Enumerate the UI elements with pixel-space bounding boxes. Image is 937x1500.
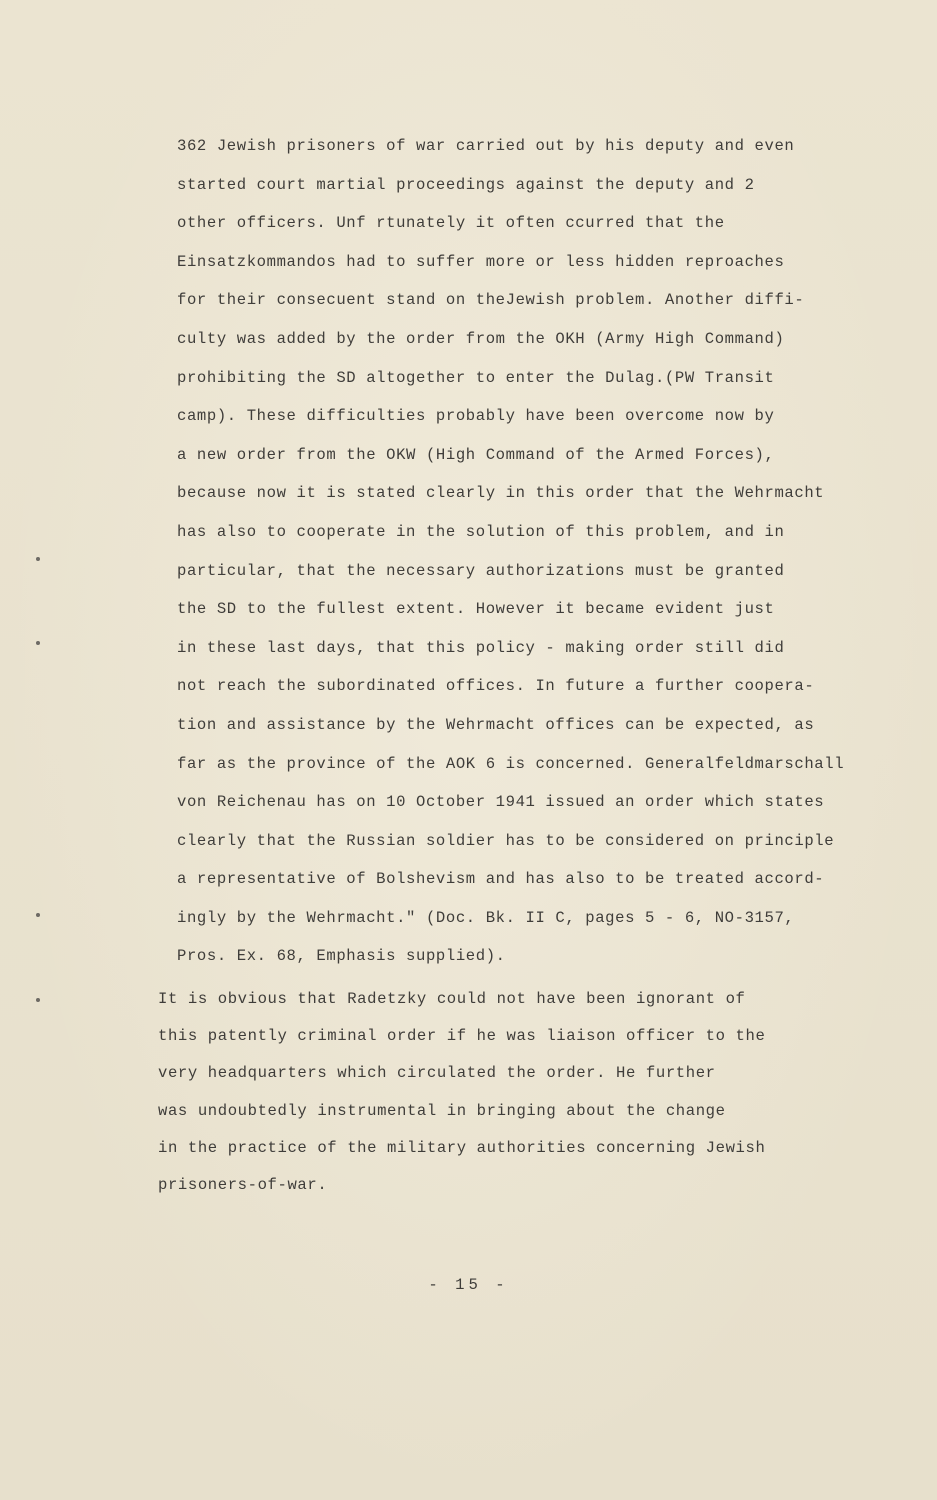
body-line: this patently criminal order if he was liaison officer to the [158,1027,766,1046]
body-line: prisoners-of-war. [158,1175,328,1194]
quote-line: 362 Jewish prisoners of war carried out by his deputy and even [177,137,795,155]
quote-line: camp). These difficulties probably have been overcome now by [177,407,775,426]
quote-line: clearly that the Russian soldier has to be considered on principle [177,831,835,850]
margin-mark [36,998,40,1002]
quote-line: a new order from the OKW (High Command of the Armed Forces), [177,445,775,464]
quote-line: Pros. Ex. 68, Emphasis supplied). [177,947,506,966]
quote-line: the SD to the fullest extent. However it became evident just [177,600,775,619]
quote-line: particular, that the necessary authorizations must be granted [177,561,785,580]
quote-line: for their consecuent stand on theJewish problem. Another diffi- [177,291,805,310]
margin-mark [36,641,40,645]
quote-line: started court martial proceedings against the deputy and 2 [177,175,755,194]
quote-line: other officers. Unf rtunately it often ccurred that the [177,214,725,233]
quote-line: in these last days, that this policy - making order still did [177,638,785,657]
quote-line: not reach the subordinated offices. In future a further coopera- [177,677,815,696]
quote-line: culty was added by the order from the OKH (Army High Command) [177,329,785,348]
body-line: was undoubtedly instrumental in bringing about the change [158,1101,726,1120]
body-line: It is obvious that Radetzky could not have been ignorant of [158,990,746,1008]
quoted-passage [177,132,857,981]
margin-mark [36,913,40,917]
body-line: very headquarters which circulated the order. He further [158,1064,716,1083]
quote-line: Einsatzkommandos had to suffer more or less hidden reproaches [177,252,785,271]
quote-line: von Reichenau has on 10 October 1941 issued an order which states [177,793,825,812]
margin-mark [36,557,40,561]
quote-line: tion and assistance by the Wehrmacht offices can be expected, as [177,715,815,734]
quote-line: because now it is stated clearly in this order that the Wehrmacht [177,484,825,503]
quote-line: has also to cooperate in the solution of this problem, and in [177,522,785,541]
quote-line: a representative of Bolshevism and has also to be treated accord- [177,870,825,889]
quote-line: prohibiting the SD altogether to enter the Dulag.(PW Transit [177,368,775,387]
quote-line: ingly by the Wehrmacht." (Doc. Bk. II C, pages 5 - 6, NO-3157, [177,908,795,927]
body-paragraph [158,985,858,1208]
quote-line: far as the province of the AOK 6 is concerned. Generalfeldmarschall [177,754,845,773]
body-line: in the practice of the military authorities concerning Jewish [158,1138,766,1157]
page-number: - 15 - [428,1276,509,1294]
